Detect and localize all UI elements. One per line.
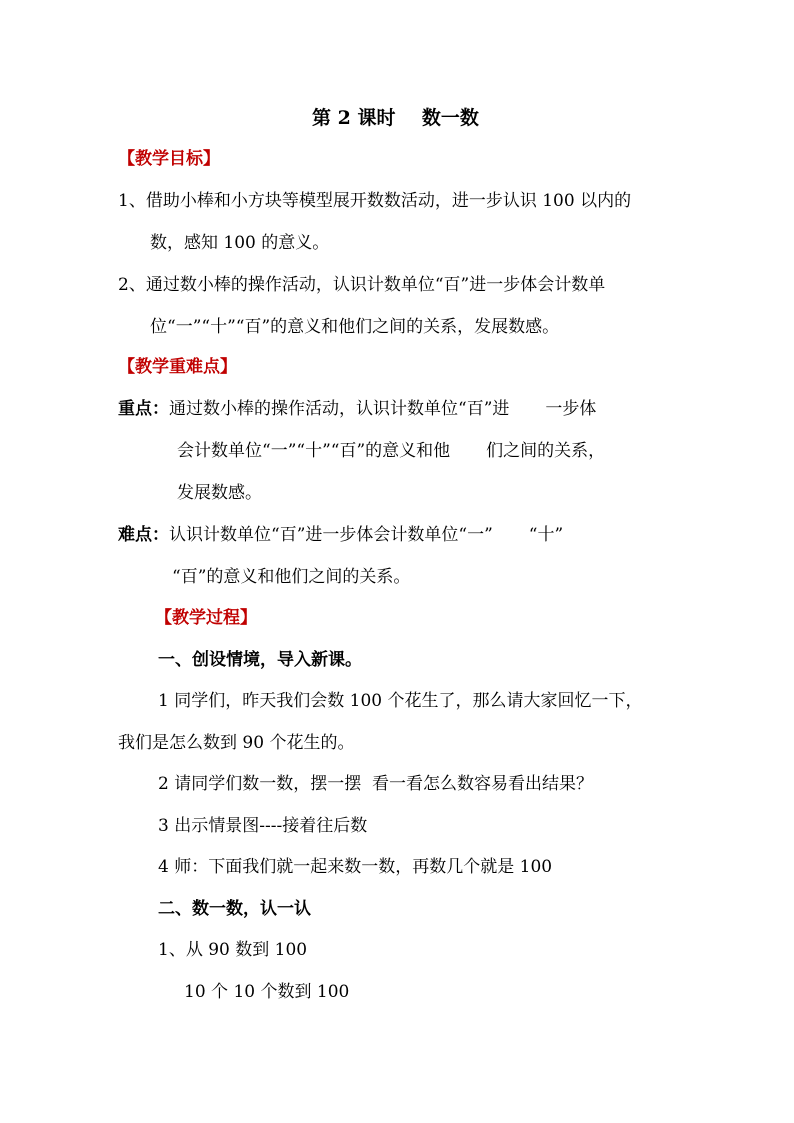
keypoints-heading: 【教学重难点】 bbox=[118, 357, 237, 377]
objectives-heading: 【教学目标】 bbox=[118, 149, 220, 169]
difficult-point-line-1 bbox=[118, 524, 563, 546]
step-4: 4 师：下面我们就一起来数一数，再数几个就是 100 bbox=[158, 857, 553, 877]
part-2-heading: 二、数一数，认一认 bbox=[158, 899, 311, 919]
objective-2-line-1: 2、通过数小棒的操作活动，认识计数单位“百”进一步体会计数单 bbox=[118, 275, 606, 295]
part-1-heading: 一、创设情境，导入新课。 bbox=[158, 650, 362, 670]
process-heading: 【教学过程】 bbox=[155, 608, 257, 628]
difficult-point-label: 难点： bbox=[118, 525, 169, 545]
objective-2-line-2: 位“一”“十”“百”的意义和他们之间的关系，发展数感。 bbox=[150, 317, 560, 337]
step-1-line-1: 1 同学们，昨天我们会数 100 个花生了，那么请大家回忆一下， bbox=[158, 691, 643, 711]
key-point-line-2 bbox=[177, 440, 605, 462]
lesson-title: 第 2 课时 数一数 bbox=[312, 107, 479, 129]
key-point-line-3: 发展数感。 bbox=[177, 483, 262, 503]
objective-1-line-1: 1、借助小棒和小方块等模型展开数数活动，进一步认识 100 以内的 bbox=[118, 191, 632, 211]
difficult-point-line-2: “百”的意义和他们之间的关系。 bbox=[172, 567, 411, 587]
key-point-text-2b: 们之间的关系， bbox=[486, 441, 606, 461]
difficult-point-text-1a: 认识计数单位“百”进一步体会计数单位“一” bbox=[169, 525, 493, 545]
key-point-text-1b: 一步体 bbox=[545, 399, 597, 419]
key-point-text-2a: 会计数单位“一”“十”“百”的意义和他 bbox=[177, 441, 451, 461]
key-point-text-1a: 通过数小棒的操作活动，认识计数单位“百”进 bbox=[169, 399, 510, 419]
difficult-point-text-1b: “十” bbox=[528, 525, 564, 545]
part-2-item-1-sub: 10 个 10 个数到 100 bbox=[184, 982, 350, 1002]
key-point-label: 重点： bbox=[118, 399, 169, 419]
objective-1-line-2: 数，感知 100 的意义。 bbox=[150, 233, 330, 253]
step-1-line-2: 我们是怎么数到 90 个花生的。 bbox=[118, 733, 355, 753]
part-2-item-1: 1、从 90 数到 100 bbox=[158, 940, 308, 960]
key-point-line-1 bbox=[118, 398, 596, 420]
step-3: 3 出示情景图----接着往后数 bbox=[158, 816, 368, 836]
step-2: 2 请同学们数一数，摆一摆 看一看怎么数容易看出结果？ bbox=[158, 774, 594, 794]
